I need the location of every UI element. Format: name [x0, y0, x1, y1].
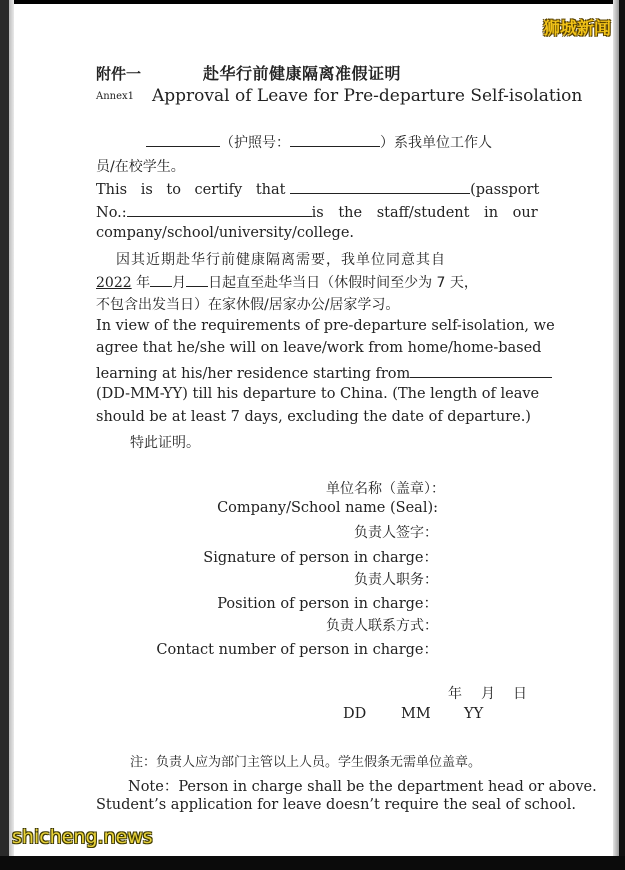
date-yy: YY: [464, 706, 484, 722]
note-en-line2: Student’s application for leave doesn’t require the seal of school.: [96, 797, 576, 813]
year-field: 2022: [96, 275, 132, 291]
document-title-cn: 赴华行前健康隔离准假证明: [203, 64, 402, 83]
person-name-blank: [290, 179, 470, 194]
frame-bottom-border: [0, 856, 625, 870]
date-dd: DD: [343, 706, 367, 722]
note-en-line1: Note：Person in charge shall be the department head or above.: [128, 779, 597, 795]
watermark-bottom: shicheng.news: [12, 826, 153, 848]
staff-text-cn: ）系我单位工作人: [380, 135, 492, 151]
leave-cn-line3: 不包含出发当日）在家休假/居家办公/居家学习。: [96, 297, 400, 313]
company-label-cn: 单位名称（盖章）：: [326, 481, 445, 497]
company-label-en: Company/School name (Seal):: [217, 500, 438, 516]
frame-top-border: [0, 0, 625, 4]
start-date-blank: [410, 363, 552, 378]
frame-right-border: [613, 0, 625, 870]
contact-label-cn: 负责人联系方式：: [326, 618, 438, 634]
certify-en-line2: No.: is the staff/student in our: [96, 202, 528, 221]
leave-en-line5: should be at least 7 days, excluding the date of departure.): [96, 409, 531, 425]
certify-cn-line1: [146, 132, 492, 152]
date-day-cn: 日: [513, 686, 527, 702]
date-month-cn: 月: [481, 686, 495, 702]
contact-label-en: Contact number of person in charge：: [156, 642, 438, 658]
certify-en-line1: This is to certify that (passport: [96, 179, 528, 198]
passport-blank-cn: [290, 132, 380, 147]
leave-en-line4: (DD-MM-YY) till his departure to China. (The length of leave: [96, 386, 540, 402]
leave-en-line2: agree that he/she will on leave/work from home/home-based: [96, 340, 542, 356]
date-mm: MM: [401, 706, 431, 722]
month-blank: [150, 272, 172, 287]
document-title-en: Approval of Leave for Pre-departure Self-isolation: [152, 86, 583, 106]
signature-label-en: Signature of person in charge：: [203, 550, 438, 566]
position-label-en: Position of person in charge：: [217, 596, 438, 612]
name-blank: [146, 132, 220, 147]
note-cn: 注：负责人应为部门主管以上人员。学生假条无需单位盖章。: [130, 755, 482, 770]
annex-label-en: Annex1: [96, 91, 135, 102]
signature-label-cn: 负责人签字：: [354, 525, 438, 541]
annex-label-cn: 附件一: [96, 65, 142, 83]
date-year-cn: 年: [448, 686, 462, 702]
passport-number-blank: [127, 202, 312, 217]
leave-en-line1: In view of the requirements of pre-departure self-isolation, we: [96, 318, 555, 334]
position-label-cn: 负责人职务：: [354, 572, 438, 588]
certify-closing-cn: 特此证明。: [130, 435, 200, 451]
leave-en-line3: learning at his/her residence starting from: [96, 363, 552, 382]
day-blank: [186, 272, 208, 287]
leave-cn-line1: 因其近期赴华行前健康隔离需要，我单位同意其自: [116, 252, 446, 268]
frame-left-border: [0, 0, 14, 870]
passport-label-cn: （护照号：: [220, 135, 290, 151]
certify-en-line3: company/school/university/college.: [96, 225, 355, 241]
certify-cn-line2: 员/在校学生。: [96, 159, 185, 175]
watermark-top: 狮城新闻: [543, 19, 611, 39]
leave-cn-line2: 2022 年 月 日起直至赴华当日（休假时间至少为 7 天，: [96, 272, 478, 292]
